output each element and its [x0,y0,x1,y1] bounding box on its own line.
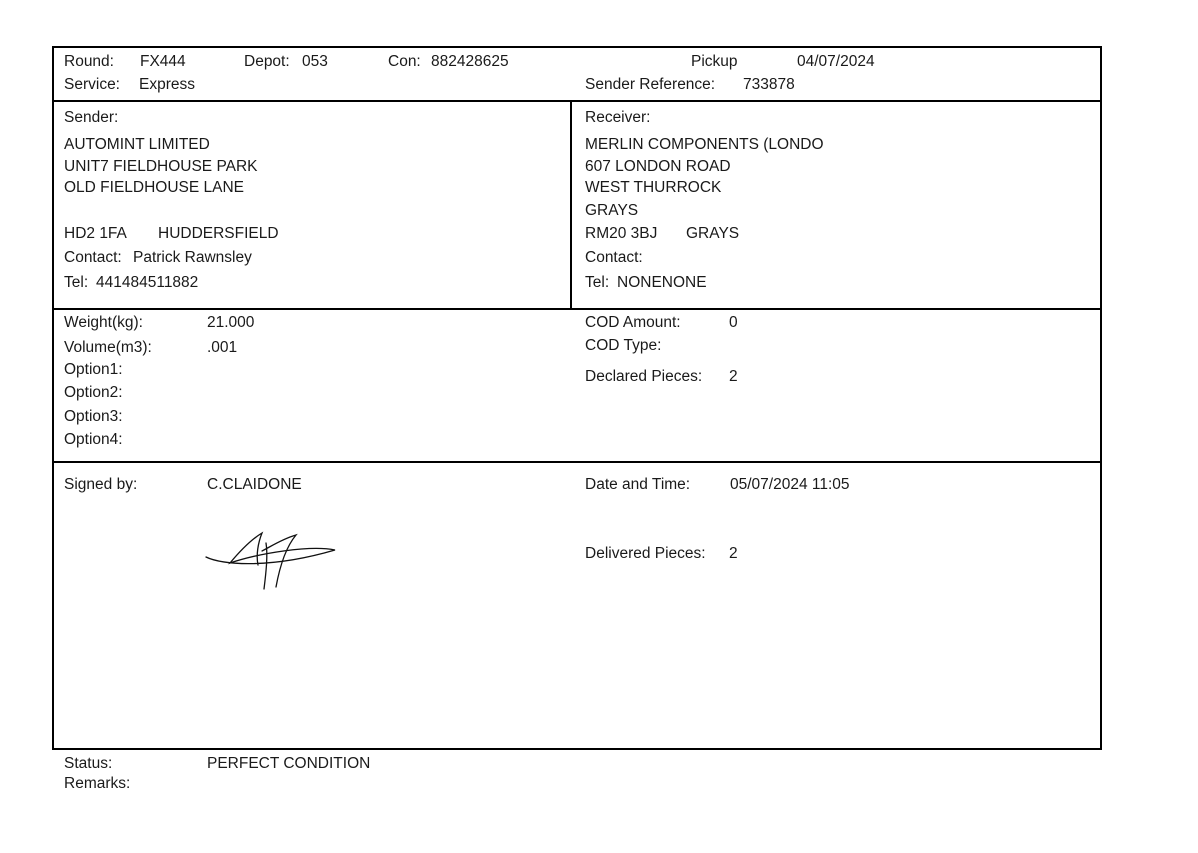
round-value: FX444 [140,53,186,70]
remarks-label: Remarks: [64,775,131,792]
sender-address-line-1: UNIT7 FIELDHOUSE PARK [64,158,258,175]
sender-name: AUTOMINT LIMITED [64,136,210,153]
receiver-contact-label: Contact: [585,249,643,266]
date-time-label: Date and Time: [585,476,691,493]
weight-value: 21.000 [207,314,255,331]
receiver-name: MERLIN COMPONENTS (LONDO [585,136,824,153]
receiver-label: Receiver: [585,109,651,126]
declared-pieces-value: 2 [729,368,738,385]
receiver-tel-label: Tel: [585,274,610,291]
declared-pieces-label: Declared Pieces: [585,368,703,385]
depot-label: Depot: [244,53,290,70]
option2-label: Option2: [64,384,123,401]
receiver-town: GRAYS [686,225,740,242]
sender-tel-label: Tel: [64,274,89,291]
con-label: Con: [388,53,421,70]
receiver-address-line-3: GRAYS [585,202,639,219]
receiver-address-line-2: WEST THURROCK [585,179,722,196]
sender-reference-label: Sender Reference: [585,76,716,93]
service-label: Service: [64,76,120,93]
weight-label: Weight(kg): [64,314,143,331]
sender-reference-value: 733878 [743,76,795,93]
signed-by-label: Signed by: [64,476,138,493]
con-value: 882428625 [431,53,509,70]
option3-label: Option3: [64,408,123,425]
delivered-pieces-label: Delivered Pieces: [585,545,706,562]
receiver-address-line-1: 607 LONDON ROAD [585,158,731,175]
cod-amount-label: COD Amount: [585,314,681,331]
sender-contact-label: Contact: [64,249,122,266]
sender-contact-value: Patrick Rawnsley [133,249,252,266]
date-time-value: 05/07/2024 11:05 [730,476,850,493]
sender-label: Sender: [64,109,119,126]
sender-town: HUDDERSFIELD [158,225,279,242]
signature-stroke-main [206,533,335,565]
volume-label: Volume(m3): [64,339,152,356]
cod-amount-value: 0 [729,314,738,331]
signature-image [200,525,340,595]
sender-address-line-2: OLD FIELDHOUSE LANE [64,179,245,196]
header-divider [52,100,1102,102]
service-value: Express [139,76,195,93]
address-divider [52,308,1102,310]
pickup-label: Pickup [691,53,738,70]
cod-type-label: COD Type: [585,337,662,354]
address-column-divider [570,100,572,309]
volume-value: .001 [207,339,238,356]
pickup-date: 04/07/2024 [797,53,875,70]
details-divider [52,461,1102,463]
receiver-tel-value: NONENONE [617,274,707,291]
option4-label: Option4: [64,431,123,448]
sender-postcode: HD2 1FA [64,225,127,242]
receiver-postcode: RM20 3BJ [585,225,658,242]
status-value: PERFECT CONDITION [207,755,371,772]
signed-by-value: C.CLAIDONE [207,476,302,493]
status-label: Status: [64,755,113,772]
round-label: Round: [64,53,114,70]
depot-value: 053 [302,53,328,70]
sender-tel-value: 441484511882 [96,274,199,291]
delivered-pieces-value: 2 [729,545,738,562]
option1-label: Option1: [64,361,123,378]
